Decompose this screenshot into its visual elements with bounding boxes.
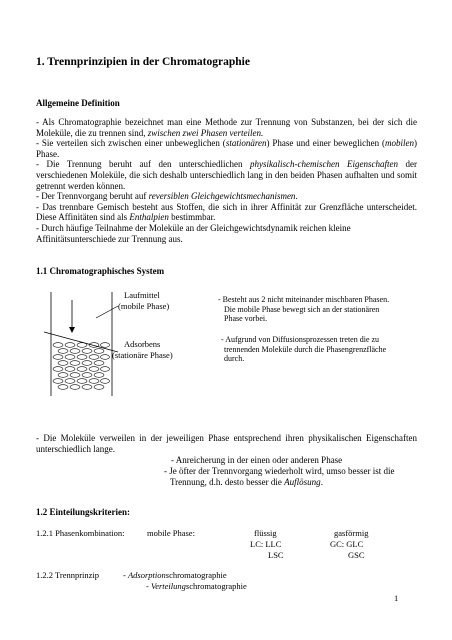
definition-item-2-text-mid: ) Phase und einer beweglichen (: [266, 138, 385, 149]
adsorbent-particles: [53, 343, 110, 390]
definition-item-2-text: - Sie verteilen sich zwischen einer unbeweglichen (: [36, 138, 226, 149]
criteria-separation-principle-label: 1.2.2 Trennprinzip: [36, 570, 100, 580]
page-title: 1. Trennprinzipien in der Chromatographie: [36, 56, 250, 68]
criteria-mobile-phase-label: mobile Phase:: [147, 528, 195, 538]
note-diffusion-line-1: - Aufgrund von Diffusionsprozessen treten die zu: [221, 335, 380, 344]
criteria-gas-glc: GC: GLC: [330, 539, 364, 549]
criteria-column-gas: gasförmig: [334, 528, 369, 538]
definition-item-3-emphasis: physikalisch-chemischen Eigenschaften: [250, 159, 398, 170]
label-stationary-phase: (stationäre Phase): [112, 350, 173, 360]
definition-item-3-text: - Die Trennung beruht auf den unterschiedlichen: [36, 159, 251, 170]
criteria-gas-gsc: GSC: [348, 550, 365, 560]
molecules-paragraph-text: - Die Moleküle verweilen in der jeweiligen Phase entsprechend ihren physikalischen Eigenschaften unterschiedlich lange.: [36, 433, 417, 454]
label-mobile-phase: (mobile Phase): [118, 301, 170, 311]
note-phases: [218, 295, 433, 324]
definition-item-4-text-end: .: [295, 191, 298, 202]
section-title-definition: Allgemeine Definition: [36, 98, 120, 108]
bullet-repetition-end: .: [320, 476, 323, 487]
section-title-criteria: 1.2 Einteilungskriterien:: [36, 507, 130, 517]
definition-item-1-emphasis: zwischen zwei Phasen verteilen.: [147, 127, 264, 138]
page-number: 1: [394, 593, 399, 603]
criteria-adsorption: - Adsorptionschromatographie: [123, 570, 227, 580]
criteria-adsorption-rest: chromatographie: [169, 570, 227, 580]
pointer-mobile-phase: [96, 306, 118, 318]
note-phases-line-1: - Besteht aus 2 nicht miteinander mischbaren Phasen.: [218, 295, 390, 304]
resolution-bullet: [164, 466, 424, 487]
note-phases-line-3: Phase vorbei.: [224, 314, 268, 323]
bullet-enrichment: - Anreicherung in der einen oder anderen Phase: [171, 455, 343, 465]
bullet-repetition-line-1: - Je öfter der Trennvorgang wiederholt wird, umso besser ist die: [164, 466, 395, 476]
criteria-partition-rest: chromatographie: [189, 581, 247, 591]
note-diffusion-line-2: trennenden Moleküle durch die Phasengrenzfläche: [224, 344, 387, 354]
criteria-column-liquid: flüssig: [254, 528, 277, 538]
criteria-partition-emphasis: Verteilungs: [150, 581, 190, 591]
definition-item-2-text-end: ) Phase.: [36, 138, 417, 159]
definition-item-4-text: - Der Trennvorgang beruht auf: [36, 191, 149, 202]
molecules-bullets: [171, 455, 421, 466]
section-title-system: 1.1 Chromatographisches System: [36, 266, 165, 276]
definition-item-2-emphasis-2: mobilen: [385, 138, 414, 149]
note-phases-line-2: Die mobile Phase bewegt sich an der stationären: [224, 304, 380, 314]
note-diffusion: [221, 335, 433, 364]
criteria-liquid-lsc: LSC: [268, 550, 284, 560]
bullet-resolution-emphasis: Auflösung: [284, 476, 321, 487]
pointer-stationary-phase: [44, 332, 118, 352]
criteria-adsorption-emphasis: Adsorptions: [127, 570, 170, 580]
bullet-repetition-line-2: [164, 477, 424, 488]
flow-arrow-head: [69, 327, 75, 333]
definition-item-1-text: - Als Chromatographie bezeichnet man eine Methode zur Trennung von Substanzen, bei der sich die Moleküle, die zu trennen sind,: [36, 117, 417, 138]
definition-item-3-text-end: der verschiedenen Moleküle, die sich deshalb unterschiedlich lang in den beiden Phasen aufhalten und somit getrennt werden können.: [36, 159, 417, 191]
definition-item-6-text: - Durch häufige Teilnahme der Moleküle an der Gleichgewichtsdynamik reichen kleine Affinitätsunterschiede zur Trennung aus.: [36, 222, 351, 244]
definition-item-5-text-end: bestimmbar.: [168, 212, 216, 223]
bullet-repetition-text: Trennung, d.h. desto besser die: [170, 476, 285, 487]
criteria-partition: - Verteilungschromatographie: [146, 581, 247, 591]
label-stationary-phase-name: Adsorbens: [124, 339, 161, 349]
definition-item-4-emphasis: reversiblen Gleichgewichtsmechanismen: [148, 191, 296, 202]
molecules-paragraph: [36, 433, 417, 454]
definition-item-5-text: - Das trennbare Gemisch besteht aus Stoffen, die sich in ihrer Affinität zur Grenzfläche unterscheidet. Diese Affinitäten sind als: [36, 201, 417, 223]
definition-item-2-emphasis: stationären: [225, 138, 267, 149]
criteria-liquid-llc: LC: LLC: [250, 539, 282, 549]
criteria-phase-combination-label: 1.2.1 Phasenkombination:: [36, 528, 125, 538]
definition-item-5-emphasis: Enthalpien: [129, 212, 169, 223]
note-diffusion-line-3: durch.: [224, 354, 245, 363]
label-mobile-phase-name: Laufmittel: [124, 290, 160, 300]
